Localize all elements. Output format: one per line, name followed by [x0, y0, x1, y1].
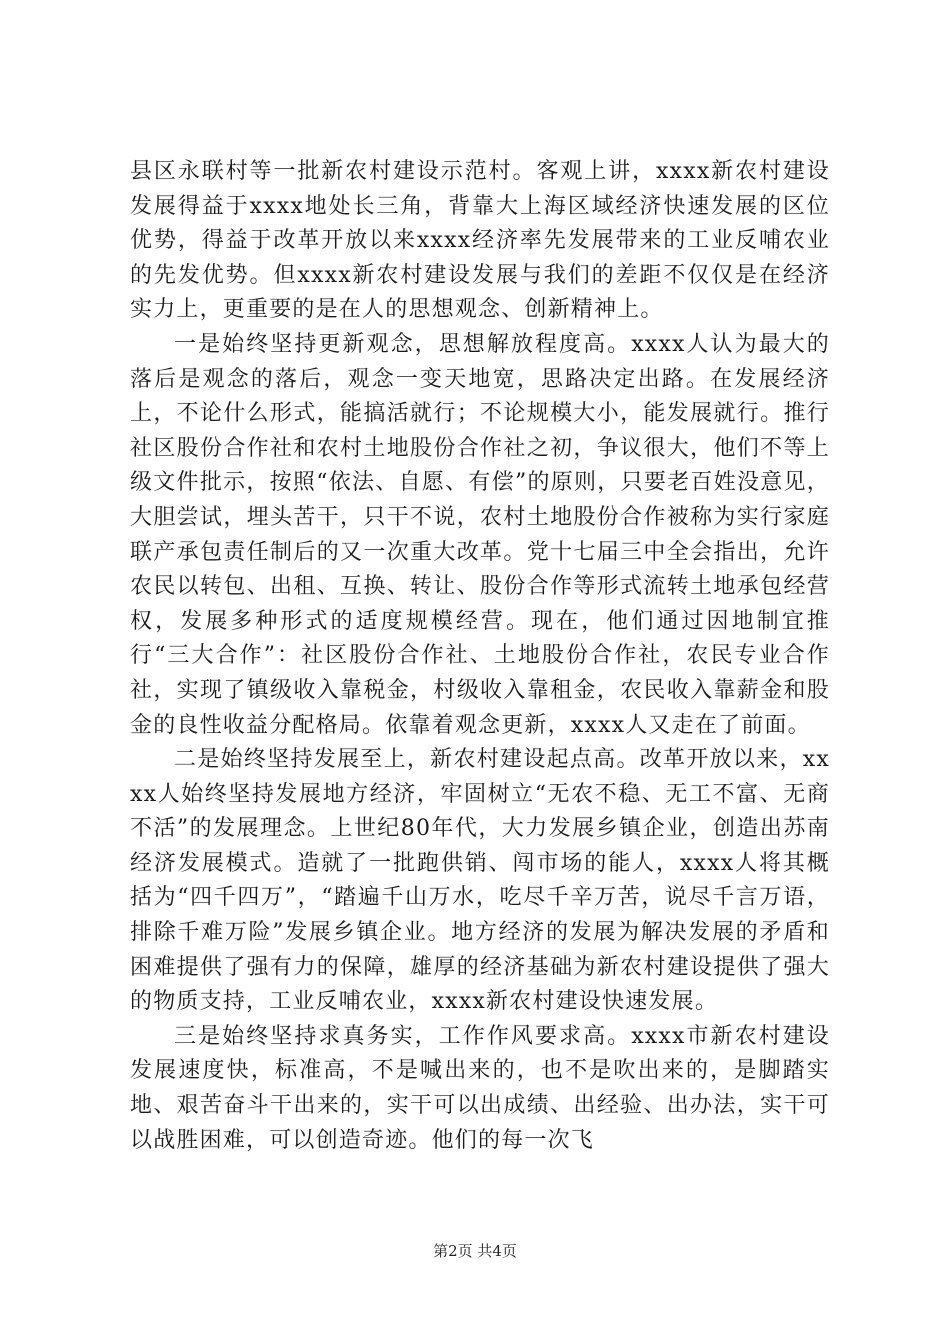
document-body [130, 155, 830, 1158]
paragraph-point-one: 一是始终坚持更新观念，思想解放程度高。xxxx人认为最大的落后是观念的落后，观念一变天地宽，思路决定出路。在发展经济上，不论什么形式，能搞活就行；不论规模大小，能发展就行。推行社区股份合作社和农村土地股份合作社之初，争议很大，他们不等上级文件批示，按照“依法、自愿、有偿”的原则，只要老百姓没意见，大胆尝试，埋头苦干，只干不说，农村土地股份合作被称为实行家庭联产承包责任制后的又一次重大改革。党十七届三中全会指出，允许农民以转包、出租、互换、转让、股份合作等形式流转土地承包经营权，发展多种形式的适度规模经营。现在，他们通过因地制宜推行“三大合作”：社区股份合作社、土地股份合作社，农民专业合作社，实现了镇级收入靠税金，村级收入靠租金，农民收入靠薪金和股金的良性收益分配格局。依靠着观念更新，xxxx人又走在了前面。 [130, 331, 830, 738]
paragraph-point-three: 三是始终坚持求真务实，工作作风要求高。xxxx市新农村建设发展速度快，标准高，不是喊出来的，也不是吹出来的，是脚踏实地、艰苦奋斗干出来的，实干可以出成绩、出经验、出办法，实干可以战胜困难，可以创造奇迹。他们的每一次飞 [130, 1023, 830, 1153]
page-number-footer: 第2页 共4页 [433, 1242, 517, 1260]
paragraph-continuation: 县区永联村等一批新农村建设示范村。客观上讲，xxxx新农村建设发展得益于xxxx地处长三角，背靠大上海区域经济快速发展的区位优势，得益于改革开放以来xxxx经济率先发展带来的工业反哺农业的先发优势。但xxxx新农村建设发展与我们的差距不仅仅是在经济实力上，更重要的是在人的思想观念、创新精神上。 [130, 159, 830, 323]
paragraph-point-two: 二是始终坚持发展至上，新农村建设起点高。改革开放以来，xxxx人始终坚持发展地方经济，牢固树立“无农不稳、无工不富、无商不活”的发展理念。上世纪80年代，大力发展乡镇企业，创造出苏南经济发展模式。造就了一批跑供销、闯市场的能人，xxxx人将其概括为“四千四万”，“踏遍千山万水，吃尽千辛万苦，说尽千言万语，排除千难万险”发展乡镇企业。地方经济的发展为解决发展的矛盾和困难提供了强有力的保障，雄厚的经济基础为新农村建设提供了强大的物质支持，工业反哺农业，xxxx新农村建设快速发展。 [130, 747, 830, 1015]
